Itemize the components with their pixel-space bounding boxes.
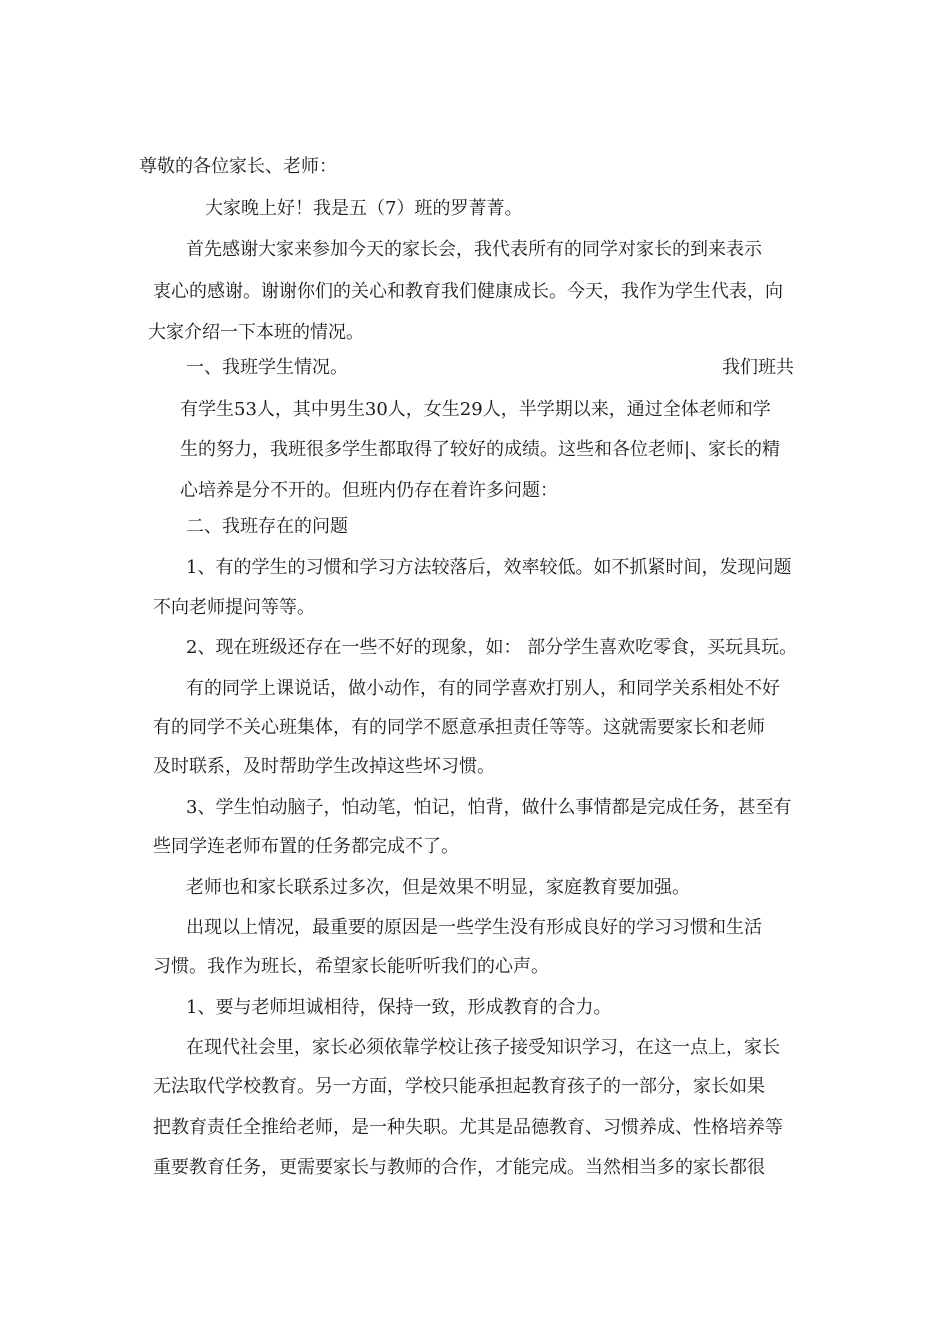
section1-heading-right: 我们班共 xyxy=(722,357,794,378)
greeting: 大家晚上好！我是五（7）班的罗菁菁。 xyxy=(205,198,523,219)
item1-line-2: 不向老师提问等等。 xyxy=(153,597,315,618)
hope1-line-4: 重要教育任务，更需要家长与教师的合作，才能完成。当然相当多的家长都很 xyxy=(153,1157,765,1178)
item2-line-2: 有的同学上课说话，做小动作，有的同学喜欢打别人，和同学关系相处不好 xyxy=(186,678,780,699)
item2-line-1: 2、现在班级还存在一些不好的现象，如： 部分学生喜欢吃零食，买玩具玩。 xyxy=(186,637,798,658)
teacher-note: 老师也和家长联系过多次，但是效果不明显，家庭教育要加强。 xyxy=(186,877,690,898)
salutation: 尊敬的各位家长、老师： xyxy=(139,156,337,177)
intro-line-2: 衷心的感谢。谢谢你们的关心和教育我们健康成长。今天，我作为学生代表，向 xyxy=(153,281,783,302)
section2-heading: 二、我班存在的问题 xyxy=(186,516,348,537)
item3-line-2: 些同学连老师布置的任务都完成不了。 xyxy=(153,836,459,857)
item2-line-3: 有的同学不关心班集体，有的同学不愿意承担责任等等。这就需要家长和老师 xyxy=(153,717,765,738)
section1-line-2: 生的努力，我班很多学生都取得了较好的成绩。这些和各位老师|、家长的精 xyxy=(180,439,781,460)
hope1-line-2: 无法取代学校教育。另一方面，学校只能承担起教育孩子的一部分，家长如果 xyxy=(153,1076,765,1097)
reason-line-2: 习惯。我作为班长，希望家长能听听我们的心声。 xyxy=(153,956,549,977)
item2-line-4: 及时联系，及时帮助学生改掉这些坏习惯。 xyxy=(153,756,495,777)
intro-line-1: 首先感谢大家来参加今天的家长会，我代表所有的同学对家长的到来表示 xyxy=(186,239,762,260)
item3-line-1: 3、学生怕动脑子，怕动笔，怕记，怕背，做什么事情都是完成任务，甚至有 xyxy=(186,797,792,818)
section1-line-3: 心培养是分不开的。但班内仍存在着许多问题： xyxy=(180,480,558,501)
intro-line-3: 大家介绍一下本班的情况。 xyxy=(148,322,364,343)
hope1-line-1: 在现代社会里，家长必须依靠学校让孩子接受知识学习，在这一点上，家长 xyxy=(186,1037,780,1058)
item1-line-1: 1、有的学生的习惯和学习方法较落后，效率较低。如不抓紧时间，发现问题 xyxy=(186,557,792,578)
reason-line-1: 出现以上情况，最重要的原因是一些学生没有形成良好的学习习惯和生活 xyxy=(186,917,762,938)
section1-heading: 一、我班学生情况。 xyxy=(186,357,348,378)
hope1-line-3: 把教育责任全推给老师，是一种失职。尤其是品德教育、习惯养成、性格培养等 xyxy=(153,1117,783,1138)
section1-line-1: 有学生53人，其中男生30人，女生29人，半学期以来，通过全体老师和学 xyxy=(180,399,771,420)
hope1-heading: 1、要与老师坦诚相待，保持一致，形成教育的合力。 xyxy=(186,997,612,1018)
